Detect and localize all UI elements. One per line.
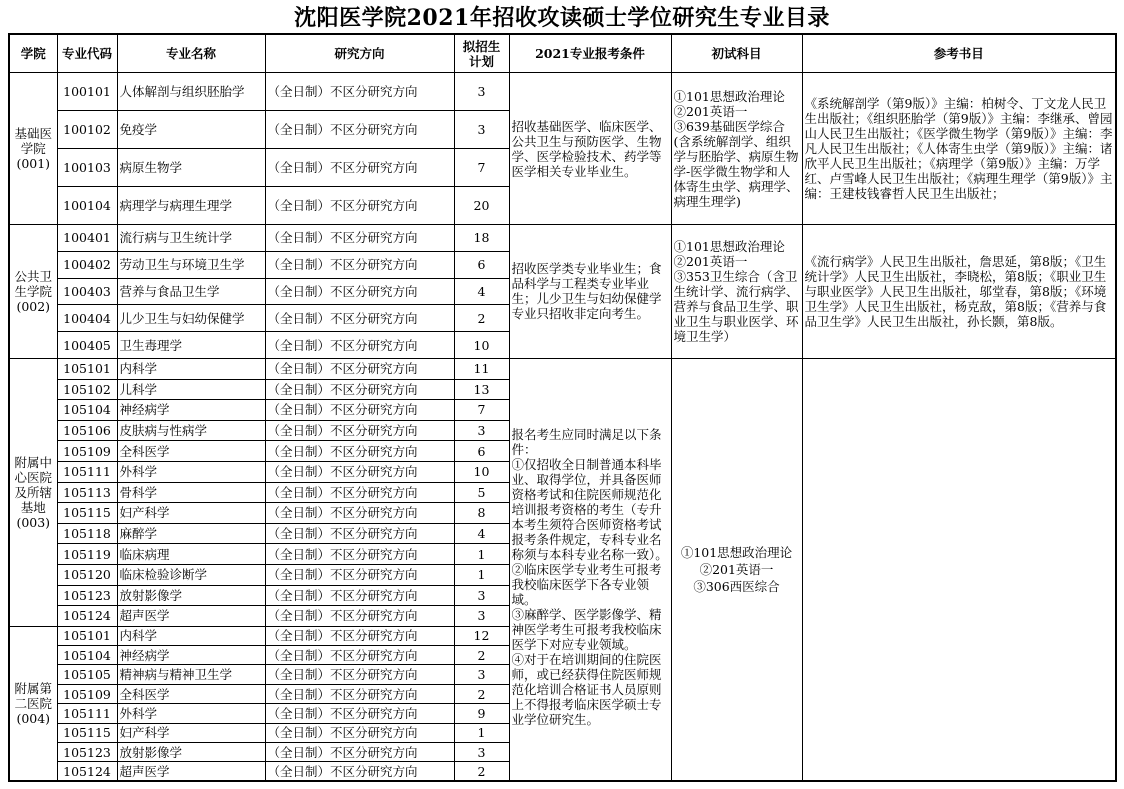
- enrollment-plan: 3: [454, 73, 509, 111]
- enrollment-plan: 11: [454, 358, 509, 379]
- reference-books-cell: 《系统解剖学（第9版）》主编：柏树令、丁文龙人民卫生出版社；《组织胚胎学（第9版）》主编：李继承、曾园山人民卫生出版社；《医学微生物学（第9版）》主编：李凡人民卫生出版社；《人体寄生虫学（第9版）》主编：诸欣平人民卫生出版社；《病理学（第9版）》主编：万学红、卢雪峰人民卫生出版社；《病理生理学（第9版）》主编：王建枝钱睿哲人民卫生出版社；: [802, 73, 1116, 225]
- research-direction: （全日制）不区分研究方向: [265, 332, 454, 359]
- research-direction: （全日制）不区分研究方向: [265, 441, 454, 462]
- enrollment-plan: 1: [454, 564, 509, 585]
- enrollment-plan: 3: [454, 665, 509, 684]
- major-code: 105101: [57, 358, 117, 379]
- enrollment-plan: 5: [454, 482, 509, 503]
- major-name: 妇产科学: [117, 723, 265, 742]
- major-code: 105123: [57, 743, 117, 762]
- major-name: 超声医学: [117, 606, 265, 627]
- research-direction: （全日制）不区分研究方向: [265, 723, 454, 742]
- research-direction: （全日制）不区分研究方向: [265, 665, 454, 684]
- major-code: 105115: [57, 503, 117, 524]
- major-code: 105111: [57, 704, 117, 723]
- enrollment-plan: 20: [454, 187, 509, 225]
- major-name: 内科学: [117, 358, 265, 379]
- major-name: 临床检验诊断学: [117, 564, 265, 585]
- plan-header-line1: 拟招生: [462, 38, 501, 54]
- major-code: 105118: [57, 523, 117, 544]
- major-name: 免疫学: [117, 111, 265, 149]
- major-name: 放射影像学: [117, 743, 265, 762]
- major-name: 皮肤病与性病学: [117, 420, 265, 441]
- major-name: 卫生毒理学: [117, 332, 265, 359]
- school-cell: 基础医 学院 (001): [9, 73, 57, 225]
- research-direction: （全日制）不区分研究方向: [265, 73, 454, 111]
- major-name: 流行病与卫生统计学: [117, 225, 265, 252]
- major-name: 妇产科学: [117, 503, 265, 524]
- major-name: 全科医学: [117, 684, 265, 703]
- major-code: 105123: [57, 585, 117, 606]
- enrollment-plan: 4: [454, 523, 509, 544]
- major-code: 100101: [57, 73, 117, 111]
- major-code: 105104: [57, 646, 117, 665]
- major-code: 105105: [57, 665, 117, 684]
- enrollment-plan: 7: [454, 400, 509, 421]
- major-name: 外科学: [117, 704, 265, 723]
- enrollment-plan: 3: [454, 420, 509, 441]
- exam-subjects-cell: ①101思想政治理论 ②201英语一 ③353卫生综合（含卫生统计学、流行病学、营养与食品卫生学、职业卫生与职业医学、环境卫生学）: [671, 225, 802, 359]
- research-direction: （全日制）不区分研究方向: [265, 111, 454, 149]
- major-name: 儿少卫生与妇幼保健学: [117, 305, 265, 332]
- table-row: [9, 73, 1116, 111]
- major-name: 临床病理: [117, 544, 265, 565]
- research-direction: （全日制）不区分研究方向: [265, 704, 454, 723]
- research-direction: （全日制）不区分研究方向: [265, 358, 454, 379]
- school-cell: 附属第 二医院 (004): [9, 626, 57, 781]
- col-header-direction: 研究方向: [265, 34, 454, 73]
- exam-subjects-cell: ①101思想政治理论 ②201英语一 ③306西医综合: [671, 358, 802, 781]
- col-header-books: 参考书目: [802, 34, 1116, 73]
- reference-books-cell: [802, 358, 1116, 781]
- major-name: 内科学: [117, 626, 265, 645]
- major-name: 神经病学: [117, 646, 265, 665]
- enrollment-plan: 3: [454, 111, 509, 149]
- research-direction: （全日制）不区分研究方向: [265, 482, 454, 503]
- enrollment-plan: 1: [454, 723, 509, 742]
- research-direction: （全日制）不区分研究方向: [265, 626, 454, 645]
- reference-books-cell: 《流行病学》人民卫生出版社，詹思延，第8版；《卫生统计学》人民卫生出版社，李晓松，第8版；《职业卫生与职业医学》人民卫生出版社，邬堂春，第8版；《环境卫生学》人民卫生出版社，杨克敌，第8版；《营养与食品卫生学》人民卫生出版社，孙长颢，第8版。: [802, 225, 1116, 359]
- major-name: 外科学: [117, 461, 265, 482]
- enrollment-plan: 13: [454, 379, 509, 400]
- enrollment-plan: 18: [454, 225, 509, 252]
- school-cell: 附属中 心医院 及所辖 基地 (003): [9, 358, 57, 626]
- research-direction: （全日制）不区分研究方向: [265, 379, 454, 400]
- major-code: 100405: [57, 332, 117, 359]
- enrollment-plan: 9: [454, 704, 509, 723]
- major-code: 100401: [57, 225, 117, 252]
- requirements-cell: 招收医学类专业毕业生；食品科学与工程类专业毕业生；儿少卫生与妇幼保健学专业只招收非定向考生。: [509, 225, 671, 359]
- research-direction: （全日制）不区分研究方向: [265, 400, 454, 421]
- major-code: 100104: [57, 187, 117, 225]
- enrollment-plan: 7: [454, 149, 509, 187]
- major-name: 神经病学: [117, 400, 265, 421]
- major-code: 105104: [57, 400, 117, 421]
- enrollment-plan: 10: [454, 461, 509, 482]
- school-cell: 公共卫 生学院 (002): [9, 225, 57, 359]
- enrollment-plan: 2: [454, 762, 509, 781]
- major-code: 105120: [57, 564, 117, 585]
- enrollment-plan: 2: [454, 684, 509, 703]
- research-direction: （全日制）不区分研究方向: [265, 606, 454, 627]
- major-name: 放射影像学: [117, 585, 265, 606]
- header-row: [9, 34, 1116, 73]
- plan-header-line2: 计划: [468, 53, 494, 69]
- major-name: 麻醉学: [117, 523, 265, 544]
- catalog-table: [8, 33, 1117, 782]
- research-direction: （全日制）不区分研究方向: [265, 305, 454, 332]
- table-row: [9, 225, 1116, 252]
- enrollment-plan: 1: [454, 544, 509, 565]
- major-code: 100103: [57, 149, 117, 187]
- research-direction: （全日制）不区分研究方向: [265, 523, 454, 544]
- major-code: 105115: [57, 723, 117, 742]
- major-name: 儿科学: [117, 379, 265, 400]
- requirements-cell: 招收基础医学、临床医学、公共卫生与预防医学、生物学、医学检验技术、药学等医学相关专业毕业生。: [509, 73, 671, 225]
- major-name: 全科医学: [117, 441, 265, 462]
- research-direction: （全日制）不区分研究方向: [265, 564, 454, 585]
- col-header-exam: 初试科目: [671, 34, 802, 73]
- major-name: 营养与食品卫生学: [117, 278, 265, 305]
- research-direction: （全日制）不区分研究方向: [265, 585, 454, 606]
- requirements-cell: 报名考生应同时满足以下条件： ①仅招收全日制普通本科毕业、取得学位，并具备医师资格考试和住院医师规范化培训报考资格的考生（专升本考生须符合医师资格考试报考条件规定，专科专业名称须与本科专业名称一致）。 ②临床医学专业考生可报考我校临床医学下各专业领域。 ③麻醉学、医学影像学、精神医学考生可报考我校临床医学下对应专业领域。 ④对于在培训期间的住院医师，或已经获得住院医师规范化培训合格证书人员原则上不得报考临床医学硕士专业学位研究生。: [509, 358, 671, 781]
- major-code: 100404: [57, 305, 117, 332]
- enrollment-plan: 2: [454, 305, 509, 332]
- enrollment-plan: 8: [454, 503, 509, 524]
- research-direction: （全日制）不区分研究方向: [265, 225, 454, 252]
- col-header-school: 学院: [9, 34, 57, 73]
- research-direction: （全日制）不区分研究方向: [265, 684, 454, 703]
- enrollment-plan: 10: [454, 332, 509, 359]
- major-code: 105124: [57, 762, 117, 781]
- major-code: 100403: [57, 278, 117, 305]
- research-direction: （全日制）不区分研究方向: [265, 420, 454, 441]
- col-header-requirements: 2021专业报考条件: [509, 34, 671, 73]
- col-header-name: 专业名称: [117, 34, 265, 73]
- major-code: 105119: [57, 544, 117, 565]
- major-name: 超声医学: [117, 762, 265, 781]
- major-code: 105113: [57, 482, 117, 503]
- research-direction: （全日制）不区分研究方向: [265, 743, 454, 762]
- major-code: 105101: [57, 626, 117, 645]
- major-code: 100402: [57, 251, 117, 278]
- major-code: 105109: [57, 684, 117, 703]
- research-direction: （全日制）不区分研究方向: [265, 187, 454, 225]
- research-direction: （全日制）不区分研究方向: [265, 762, 454, 781]
- major-code: 100102: [57, 111, 117, 149]
- major-name: 病理学与病理生理学: [117, 187, 265, 225]
- research-direction: （全日制）不区分研究方向: [265, 278, 454, 305]
- exam-subjects-cell: ①101思想政治理论 ②201英语一 ③639基础医学综合(含系统解剖学、组织学与胚胎学、病原生物学-医学微生物学和人体寄生虫学、病理学、病理生理学): [671, 73, 802, 225]
- page-title: 沈阳医学院2021年招收攻读硕士学位研究生专业目录: [294, 5, 830, 31]
- research-direction: （全日制）不区分研究方向: [265, 544, 454, 565]
- enrollment-plan: 3: [454, 606, 509, 627]
- research-direction: （全日制）不区分研究方向: [265, 461, 454, 482]
- major-name: 劳动卫生与环境卫生学: [117, 251, 265, 278]
- enrollment-plan: 6: [454, 441, 509, 462]
- major-code: 105111: [57, 461, 117, 482]
- major-code: 105124: [57, 606, 117, 627]
- table-row: [9, 358, 1116, 379]
- enrollment-plan: 4: [454, 278, 509, 305]
- research-direction: （全日制）不区分研究方向: [265, 646, 454, 665]
- major-code: 105102: [57, 379, 117, 400]
- major-name: 病原生物学: [117, 149, 265, 187]
- enrollment-plan: 2: [454, 646, 509, 665]
- col-header-code: 专业代码: [57, 34, 117, 73]
- major-name: 人体解剖与组织胚胎学: [117, 73, 265, 111]
- enrollment-plan: 6: [454, 251, 509, 278]
- enrollment-plan: 12: [454, 626, 509, 645]
- col-header-plan: [454, 34, 509, 73]
- enrollment-plan: 3: [454, 743, 509, 762]
- research-direction: （全日制）不区分研究方向: [265, 251, 454, 278]
- enrollment-plan: 3: [454, 585, 509, 606]
- major-code: 105109: [57, 441, 117, 462]
- major-code: 105106: [57, 420, 117, 441]
- research-direction: （全日制）不区分研究方向: [265, 503, 454, 524]
- major-name: 骨科学: [117, 482, 265, 503]
- research-direction: （全日制）不区分研究方向: [265, 149, 454, 187]
- major-name: 精神病与精神卫生学: [117, 665, 265, 684]
